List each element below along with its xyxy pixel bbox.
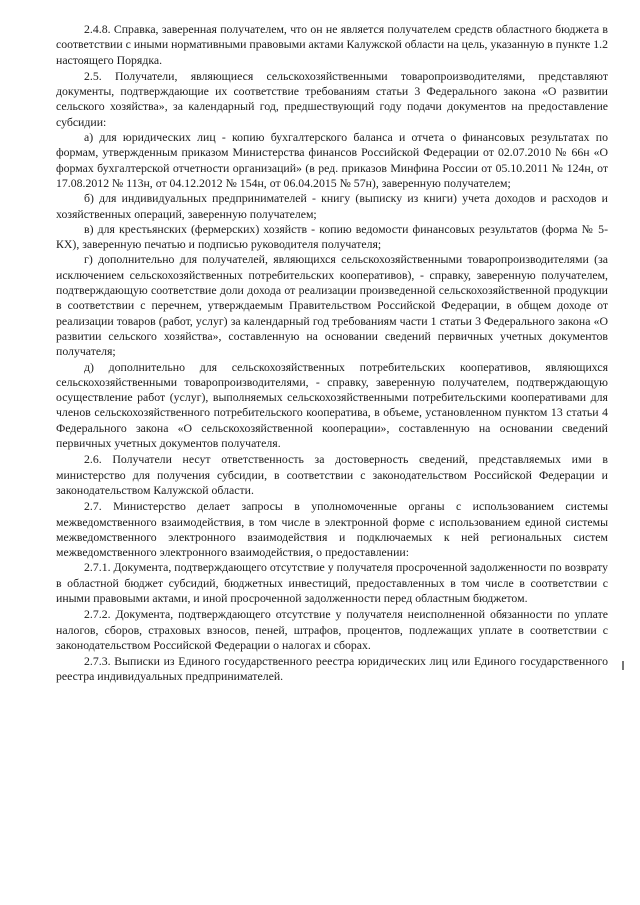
- paragraph-2-5-a: а) для юридических лиц - копию бухгалтерского баланса и отчета о финансовых результатах по формам, утвержденным приказом Министерства финансов Российской Федерации от 02.07.2010 № 66н «О формах бухгалтерской отчетности организаций» (в ред. приказов Минфина России от 05.10.2011 № 124н, от 17.08.2012 № 113н, от 04.12.2012 № 154н, от 06.04.2015 № 57н), заверенную получателем;: [56, 130, 608, 190]
- paragraph-2-6: 2.6. Получатели несут ответственность за достоверность сведений, представляемых ими в министерство для получения субсидии, в соответствии с законодательством Российской Федерации и законодательством Калужской области.: [56, 452, 608, 497]
- scan-margin-mark: [622, 661, 624, 670]
- document-body: [56, 22, 608, 685]
- paragraph-2-7-2: 2.7.2. Документа, подтверждающего отсутствие у получателя неисполненной обязанности по уплате налогов, сборов, страховых взносов, пеней, штрафов, процентов, подлежащих уплате в соответствии с законодательством Российской Федерации о налогах и сборах.: [56, 607, 608, 652]
- paragraph-2-5-g: г) дополнительно для получателей, являющихся сельскохозяйственными товаропроизводителями (за исключением сельскохозяйственных потребительских кооперативов), - справку, заверенную получателем, подтверждающую соответствие доли дохода от реализации произведенной сельскохозяйственной продукции в соответствии с перечнем, утверждаемым Правительством Российской Федерации, в общем доходе от реализации товаров (работ, услуг) за календарный год требованиям части 1 статьи 3 Федерального закона «О развитии сельского хозяйства», составленную на основании сведений первичных учетных документов получателя;: [56, 252, 608, 359]
- paragraph-2-7-1: 2.7.1. Документа, подтверждающего отсутствие у получателя просроченной задолженности по возврату в областной бюджет субсидий, бюджетных инвестиций, предоставленных в том числе в соответствии с иными правовыми актами, и иной просроченной задолженности перед областным бюджетом.: [56, 560, 608, 605]
- paragraph-2-5-v: в) для крестьянских (фермерских) хозяйств - копию ведомости финансовых результатов (форма № 5-КХ), заверенную печатью и подписью руководителя получателя;: [56, 221, 608, 252]
- paragraph-2-5: 2.5. Получатели, являющиеся сельскохозяйственными товаропроизводителями, представляют документы, подтверждающие их соответствие требованиям статьи 3 Федерального закона «О развитии сельского хозяйства», за календарный год, предшествующий году подачи документов на предоставление субсидии:: [56, 68, 608, 129]
- paragraph-2-5-b: б) для индивидуальных предпринимателей - книгу (выписку из книги) учета доходов и расходов и хозяйственных операций, заверенную получателем;: [56, 191, 608, 221]
- paragraph-2-5-d: д) дополнительно для сельскохозяйственных потребительских кооперативов, являющихся сельскохозяйственными товаропроизводителями, - справку, заверенную получателем, подтверждающую осуществление работ (услуг), выполняемых сельскохозяйственными потребительскими кооперативами для членов сельскохозяйственного потребительского кооператива, в объеме, установленном пунктом 13 статьи 4 Федерального закона «О сельскохозяйственной кооперации», составленную на основании сведений первичных учетных документов получателя.: [56, 359, 608, 451]
- paragraph-2-7: 2.7. Министерство делает запросы в уполномоченные органы с использованием системы межведомственного взаимодействия, в том числе в электронной форме с использованием единой системы межведомственного электронного взаимодействия и подключаемых к ней региональных систем межведомственного электронного взаимодействия, о предоставлении:: [56, 499, 608, 560]
- paragraph-2-4-8: 2.4.8. Справка, заверенная получателем, что он не является получателем средств областного бюджета в соответствии с иными нормативными правовыми актами Калужской области на цель, указанную в пункте 1.2 настоящего Порядка.: [56, 22, 608, 67]
- paragraph-2-7-3: 2.7.3. Выписки из Единого государственного реестра юридических лиц или Единого государственного реестра индивидуальных предпринимателей.: [56, 654, 608, 684]
